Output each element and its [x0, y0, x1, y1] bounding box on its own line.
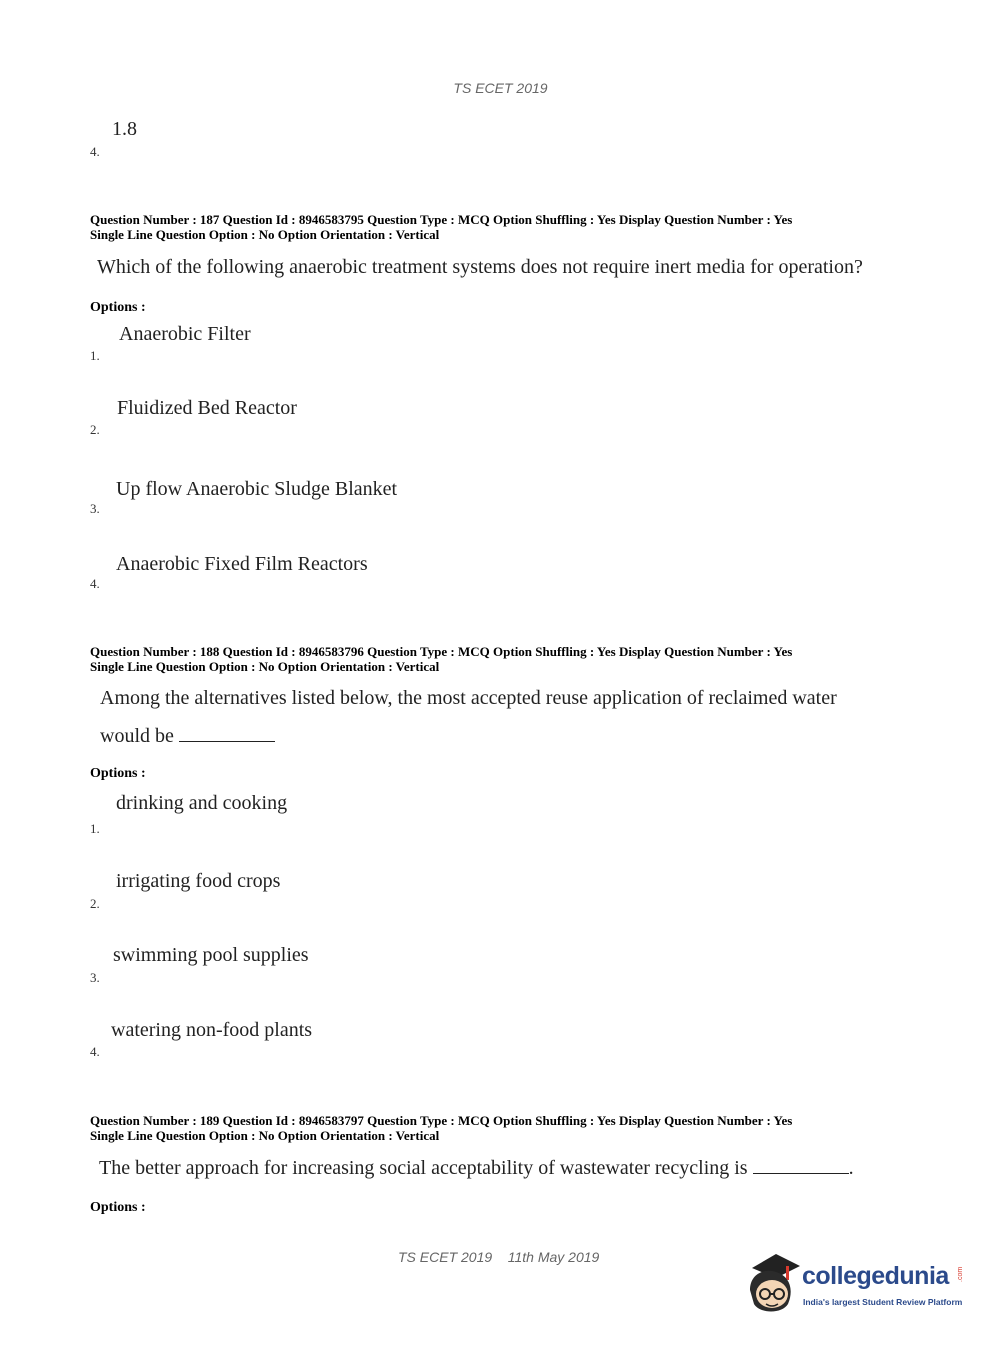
- footer-date: 11th May 2019: [507, 1249, 600, 1265]
- collegedunia-logo: [742, 1250, 972, 1320]
- answer-blank: [753, 1159, 849, 1174]
- logo-name: collegedunia: [802, 1262, 949, 1290]
- q189-meta-line2: Single Line Question Option : No Option Orientation : Vertical: [90, 1128, 440, 1143]
- q188-meta-line2: Single Line Question Option : No Option Orientation : Vertical: [90, 659, 440, 674]
- prev-option-text: 1.8: [112, 118, 137, 140]
- q188-question-line1: Among the alternatives listed below, the most accepted reuse application of reclaimed water: [100, 687, 837, 709]
- q187-option-4-number: 4.: [90, 576, 100, 591]
- q188-option-3-text: swimming pool supplies: [113, 944, 309, 966]
- q187-option-2-number: 2.: [90, 422, 100, 437]
- page-header: TS ECET 2019: [453, 80, 548, 96]
- q188-option-2-text: irrigating food crops: [116, 870, 281, 892]
- q189-options-label: Options :: [90, 1200, 146, 1215]
- q187-options-label: Options :: [90, 300, 146, 315]
- q188-option-4-number: 4.: [90, 1044, 100, 1059]
- q189-meta-line1: Question Number : 189 Question Id : 8946583797 Question Type : MCQ Option Shuffling : Yes Display Question Number : Yes: [90, 1113, 793, 1128]
- q188-option-1-number: 1.: [90, 821, 100, 836]
- q187-option-3-text: Up flow Anaerobic Sludge Blanket: [116, 478, 398, 500]
- answer-blank: [179, 727, 275, 742]
- q188-meta-line1: Question Number : 188 Question Id : 8946583796 Question Type : MCQ Option Shuffling : Yes Display Question Number : Yes: [90, 644, 793, 659]
- mascot-icon: [742, 1250, 802, 1320]
- q187-option-2-text: Fluidized Bed Reactor: [117, 397, 297, 419]
- logo-suffix: .com: [957, 1266, 964, 1282]
- q187-option-3-number: 3.: [90, 501, 100, 516]
- q188-option-3-number: 3.: [90, 970, 100, 985]
- q188-option-1-text: drinking and cooking: [116, 792, 288, 814]
- footer: [398, 1249, 599, 1265]
- logo-tagline: India's largest Student Review Platform: [803, 1297, 963, 1307]
- q187-meta-line2: Single Line Question Option : No Option Orientation : Vertical: [90, 227, 440, 242]
- prev-option-number: 4.: [90, 144, 100, 159]
- q187-question: Which of the following anaerobic treatment systems does not require inert media for operation?: [97, 256, 863, 278]
- q187-option-1-number: 1.: [90, 348, 100, 363]
- q188-option-4-text: watering non-food plants: [111, 1019, 313, 1041]
- q189-question: The better approach for increasing social acceptability of wastewater recycling is .: [99, 1157, 854, 1179]
- q187-option-1-text: Anaerobic Filter: [119, 323, 251, 345]
- q188-question-line2: would be: [100, 725, 275, 748]
- q188-options-label: Options :: [90, 766, 146, 781]
- footer-exam: TS ECET 2019: [398, 1249, 493, 1265]
- q188-option-2-number: 2.: [90, 896, 100, 911]
- q187-meta-line1: Question Number : 187 Question Id : 8946583795 Question Type : MCQ Option Shuffling : Yes Display Question Number : Yes: [90, 212, 793, 227]
- q187-option-4-text: Anaerobic Fixed Film Reactors: [116, 553, 368, 575]
